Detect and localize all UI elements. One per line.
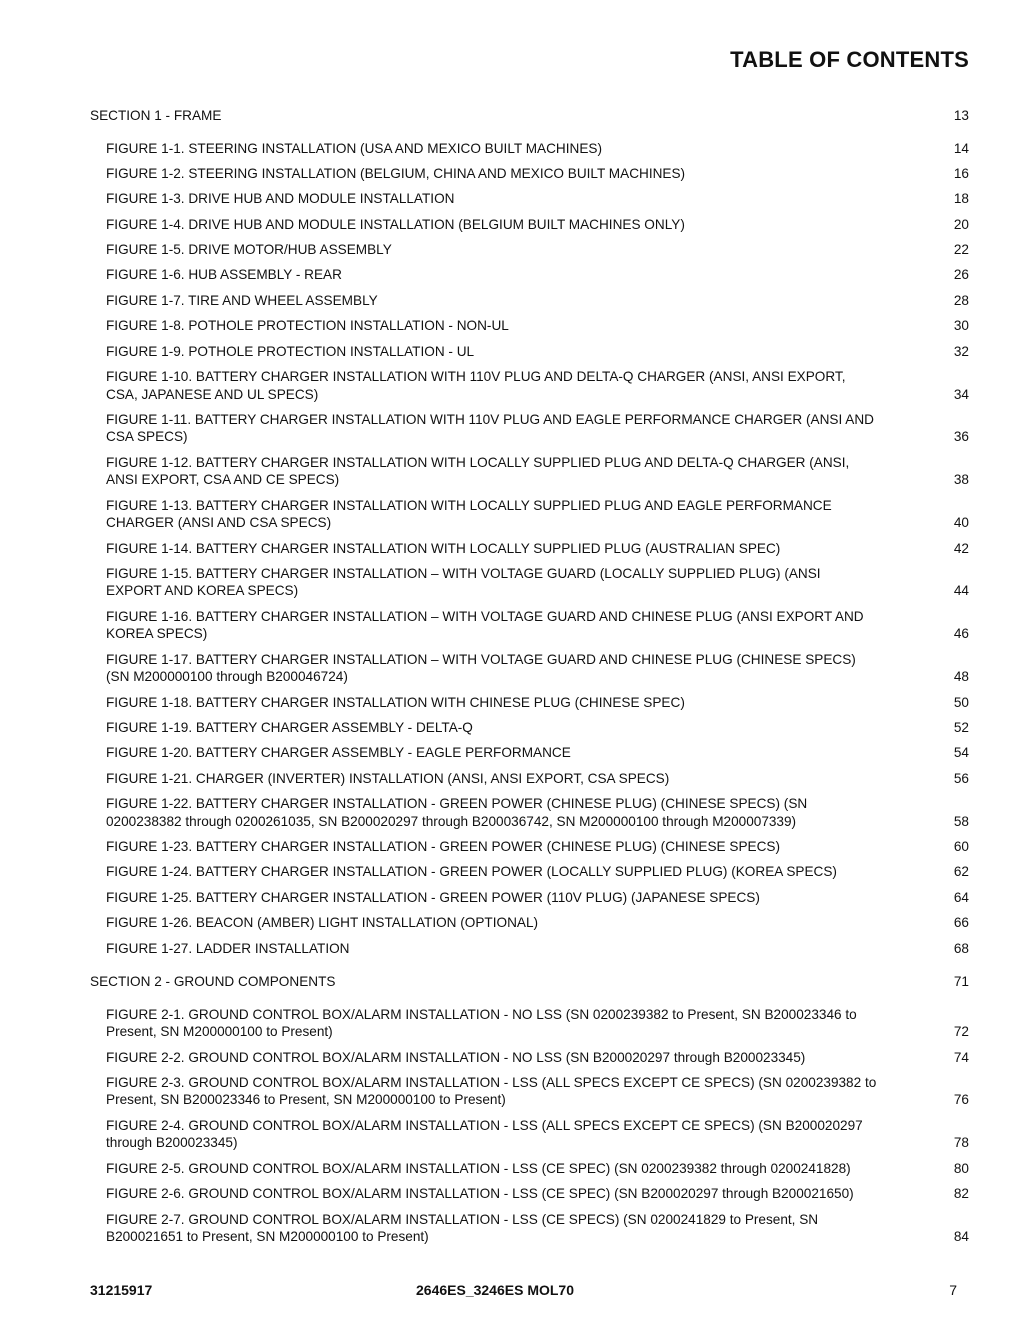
toc-figure-entry[interactable] [106,744,969,762]
toc-entry-text: CSA SPECS) [106,429,188,445]
toc-page-number: 30 [953,318,969,334]
toc-figure-entry[interactable] [106,190,969,208]
toc-entry-line [106,165,969,183]
toc-entry-text: Present, SN B200023346 to Present, SN M200000100 to Present) [106,1092,506,1108]
toc-figure-entry[interactable] [106,838,969,856]
toc-entry-text: FIGURE 2-4. GROUND CONTROL BOX/ALARM INSTALLATION - LSS (ALL SPECS EXCEPT CE SPECS) (SN B200020297 [106,1117,863,1133]
toc-entry-text: EXPORT AND KOREA SPECS) [106,583,299,599]
toc-page-number: 58 [953,813,969,829]
toc-entry-line [106,292,969,310]
toc-entry-line [106,582,969,600]
toc-entry-line [106,838,969,856]
toc-page-number: 68 [953,940,969,956]
toc-figure-entry[interactable] [106,1006,969,1041]
toc-entry-text: FIGURE 1-24. BATTERY CHARGER INSTALLATION - GREEN POWER (LOCALLY SUPPLIED PLUG) (KOREA SPECS) [106,864,837,880]
toc-entry-text: Present, SN M200000100 to Present) [106,1024,333,1040]
doc-number: 31215917 [90,1282,153,1298]
toc-entry-line [106,190,969,208]
toc-entry-text: FIGURE 2-6. GROUND CONTROL BOX/ALARM INSTALLATION - LSS (CE SPEC) (SN B200020297 through B200021650) [106,1186,854,1202]
toc-entry-line [106,1185,969,1203]
toc-entry-line [106,343,969,361]
toc-page-number: 50 [953,694,969,710]
toc-entry-text: FIGURE 1-14. BATTERY CHARGER INSTALLATION WITH LOCALLY SUPPLIED PLUG (AUSTRALIAN SPEC) [106,540,781,556]
toc-figure-entry[interactable] [106,651,969,686]
toc-page-number: 16 [953,165,969,181]
toc-entry-line [106,889,969,907]
toc-entry-line [106,719,969,737]
toc-figure-entry[interactable] [106,1185,969,1203]
toc-entry-line [106,668,969,686]
toc-entry-text: B200021651 to Present, SN M200000100 to Present) [106,1229,429,1244]
toc-entry-line [106,863,969,881]
toc-page-number: 60 [953,839,969,855]
toc-figure-entry[interactable] [106,1211,969,1246]
toc-page-number: 80 [953,1160,969,1176]
toc-entry-text: FIGURE 2-7. GROUND CONTROL BOX/ALARM INSTALLATION - LSS (CE SPECS) (SN 0200241829 to Present, SN [106,1211,819,1227]
toc-figure-entry[interactable] [106,411,969,446]
toc-page-number: 38 [953,472,969,488]
toc-figure-entry[interactable] [106,317,969,335]
toc-entry-text: FIGURE 2-5. GROUND CONTROL BOX/ALARM INSTALLATION - LSS (CE SPEC) (SN 0200239382 through 0200241828) [106,1160,851,1176]
toc-entry-line [90,973,969,991]
toc-page-number: 22 [953,242,969,258]
toc-entry-text: FIGURE 1-17. BATTERY CHARGER INSTALLATION – WITH VOLTAGE GUARD AND CHINESE PLUG (CHINESE SPECS) [106,651,856,667]
toc-figure-entry[interactable] [106,497,969,532]
toc-page-number: 82 [953,1186,969,1202]
toc-page-number: 46 [953,626,969,642]
toc-entry-line [106,266,969,284]
toc-entry-text: FIGURE 1-3. DRIVE HUB AND MODULE INSTALLATION [106,191,455,207]
toc-figure-entry[interactable] [106,770,969,788]
toc-entry-text: through B200023345) [106,1135,238,1151]
toc-figure-entry[interactable] [106,343,969,361]
toc-entry-text: FIGURE 1-1. STEERING INSTALLATION (USA AND MEXICO BUILT MACHINES) [106,140,603,156]
toc-figure-entry[interactable] [106,1160,969,1178]
toc-entry-text: FIGURE 1-12. BATTERY CHARGER INSTALLATION WITH LOCALLY SUPPLIED PLUG AND DELTA-Q CHARGER (ANSI, [106,454,850,470]
toc-entry-text: ANSI EXPORT, CSA AND CE SPECS) [106,472,340,488]
toc-page-number: 48 [953,669,969,685]
toc-section[interactable] [90,107,969,125]
toc-figure-entry[interactable] [106,241,969,259]
toc-entry-text: FIGURE 1-22. BATTERY CHARGER INSTALLATION - GREEN POWER (CHINESE PLUG) (CHINESE SPECS) (SN [106,796,808,812]
toc-entry-text: FIGURE 1-26. BEACON (AMBER) LIGHT INSTALLATION (OPTIONAL) [106,915,539,931]
toc-entry-line [106,813,969,831]
toc-page-number: 54 [953,745,969,761]
toc-entry-text: CHARGER (ANSI AND CSA SPECS) [106,515,332,531]
toc-page-number: 34 [953,386,969,402]
toc-figure-entry[interactable] [106,1074,969,1109]
page-title: TABLE OF CONTENTS [730,47,969,72]
toc-figure-entry[interactable] [106,165,969,183]
toc-figure-entry[interactable] [106,719,969,737]
toc-page-number: 56 [953,770,969,786]
toc-entry-line [106,694,969,712]
toc-entry-text: KOREA SPECS) [106,626,208,642]
toc-figure-entry[interactable] [106,540,969,558]
toc-entry-line [106,625,969,643]
toc-entry-line [106,216,969,234]
toc-entry-text: CSA, JAPANESE AND UL SPECS) [106,386,319,402]
toc-entry-text: FIGURE 2-3. GROUND CONTROL BOX/ALARM INSTALLATION - LSS (ALL SPECS EXCEPT CE SPECS) (SN 0200239382 to [106,1074,877,1090]
toc-entry-text: FIGURE 1-7. TIRE AND WHEEL ASSEMBLY [106,292,378,308]
toc-entry-line [106,1160,969,1178]
toc-entry-line [106,140,969,158]
toc-page-number: 32 [953,343,969,359]
toc-figure-entry[interactable] [106,565,969,600]
toc-entry-text: 0200238382 through 0200261035, SN B200020297 through B200036742, SN M200000100 through M200007339) [106,813,797,829]
toc-entry-text: FIGURE 1-18. BATTERY CHARGER INSTALLATION WITH CHINESE PLUG (CHINESE SPEC) [106,694,685,710]
toc-entry-text: FIGURE 1-8. POTHOLE PROTECTION INSTALLATION - NON-UL [106,318,509,334]
toc-figure-entry[interactable] [106,1117,969,1152]
toc-figure-entry[interactable] [106,608,969,643]
toc-entry-line [106,540,969,558]
toc-entry-line [106,1091,969,1109]
toc-page-number: 18 [953,191,969,207]
toc-page-number: 71 [953,974,969,990]
toc-entry-line [106,514,969,532]
toc-page-number: 76 [953,1092,969,1108]
toc-entry-text: FIGURE 1-6. HUB ASSEMBLY - REAR [106,267,342,283]
toc-figure-entry[interactable] [106,914,969,932]
toc-entry-text: FIGURE 1-23. BATTERY CHARGER INSTALLATION - GREEN POWER (CHINESE PLUG) (CHINESE SPECS) [106,839,781,855]
toc-page-number: 40 [953,515,969,531]
table-of-contents [90,107,969,1246]
toc-entry-line [106,1228,969,1246]
toc-figure-entry[interactable] [106,454,969,489]
toc-page-number: 26 [953,267,969,283]
toc-entry-text: FIGURE 1-20. BATTERY CHARGER ASSEMBLY - EAGLE PERFORMANCE [106,745,571,761]
toc-page-number: 36 [953,429,969,445]
toc-entry-text: FIGURE 1-10. BATTERY CHARGER INSTALLATION WITH 110V PLUG AND DELTA-Q CHARGER (ANSI, ANSI EXPORT, [106,369,846,385]
toc-page-number: 84 [953,1229,969,1244]
toc-figure-entry[interactable] [106,266,969,284]
toc-entry-line [106,914,969,932]
toc-entry-text: FIGURE 1-16. BATTERY CHARGER INSTALLATION – WITH VOLTAGE GUARD AND CHINESE PLUG (ANSI EXPORT AND [106,608,864,624]
toc-entry-text: (SN M200000100 through B200046724) [106,669,348,685]
toc-entry-line [106,1049,969,1067]
toc-entry-text: FIGURE 2-2. GROUND CONTROL BOX/ALARM INSTALLATION - NO LSS (SN B200020297 through B200023345) [106,1049,806,1065]
model-name: 2646ES_3246ES MOL70 [416,1282,574,1298]
toc-entry-line [106,386,969,404]
toc-entry-text: FIGURE 1-13. BATTERY CHARGER INSTALLATION WITH LOCALLY SUPPLIED PLUG AND EAGLE PERFORMANCE [106,497,832,513]
toc-entry-line [90,107,969,125]
toc-figure-entry[interactable] [106,1049,969,1067]
toc-entry-text: FIGURE 1-27. LADDER INSTALLATION [106,940,350,956]
toc-entry-line [106,1134,969,1152]
toc-figure-entry[interactable] [106,216,969,234]
toc-page-number: 74 [953,1049,969,1065]
toc-figure-entry[interactable] [106,140,969,158]
toc-entry-text: FIGURE 1-5. DRIVE MOTOR/HUB ASSEMBLY [106,242,392,258]
toc-figure-entry[interactable] [106,368,969,403]
toc-entry-line [106,770,969,788]
toc-entry-line [106,940,969,958]
toc-figure-entry[interactable] [106,795,969,830]
section-title: SECTION 1 - FRAME [90,108,222,123]
toc-figure-entry[interactable] [106,863,969,881]
toc-entry-text: FIGURE 1-19. BATTERY CHARGER ASSEMBLY - DELTA-Q [106,720,473,736]
toc-entry-text: FIGURE 2-1. GROUND CONTROL BOX/ALARM INSTALLATION - NO LSS (SN 0200239382 to Present, SN B200023346 to [106,1006,857,1022]
toc-entry-text: FIGURE 1-25. BATTERY CHARGER INSTALLATION - GREEN POWER (110V PLUG) (JAPANESE SPECS) [106,889,760,905]
toc-entry-text: FIGURE 1-4. DRIVE HUB AND MODULE INSTALLATION (BELGIUM BUILT MACHINES ONLY) [106,216,685,232]
toc-entry-text: FIGURE 1-2. STEERING INSTALLATION (BELGIUM, CHINA AND MEXICO BUILT MACHINES) [106,165,686,181]
toc-page-number: 13 [953,108,969,123]
toc-page-number: 78 [953,1135,969,1151]
toc-page-number: 20 [953,216,969,232]
toc-page-number: 42 [953,540,969,556]
toc-page-number: 44 [953,583,969,599]
toc-page-number: 66 [953,915,969,931]
toc-section[interactable] [90,973,969,991]
toc-entry-line [106,1023,969,1041]
toc-entry-line [106,241,969,259]
toc-entry-line [106,317,969,335]
toc-figure-entry[interactable] [106,889,969,907]
toc-page-number: 72 [953,1024,969,1040]
toc-page-number: 52 [953,720,969,736]
toc-entry-line [106,471,969,489]
toc-figure-entry[interactable] [106,940,969,958]
toc-figure-entry[interactable] [106,694,969,712]
toc-page-number: 28 [953,292,969,308]
toc-entry-text: FIGURE 1-21. CHARGER (INVERTER) INSTALLATION (ANSI, ANSI EXPORT, CSA SPECS) [106,770,670,786]
page-number: 7 [949,1282,957,1298]
toc-figure-entry[interactable] [106,292,969,310]
toc-page-number: 62 [953,864,969,880]
section-title: SECTION 2 - GROUND COMPONENTS [90,974,336,990]
toc-entry-line [106,428,969,446]
toc-entry-line [106,744,969,762]
toc-page-number: 14 [953,140,969,156]
toc-entry-text: FIGURE 1-9. POTHOLE PROTECTION INSTALLATION - UL [106,343,475,359]
toc-entry-text: FIGURE 1-15. BATTERY CHARGER INSTALLATION – WITH VOLTAGE GUARD (LOCALLY SUPPLIED PLUG) (ANSI [106,565,821,581]
toc-page-number: 64 [953,889,969,905]
toc-entry-text: FIGURE 1-11. BATTERY CHARGER INSTALLATION WITH 110V PLUG AND EAGLE PERFORMANCE CHARGER (ANSI AND [106,411,874,427]
